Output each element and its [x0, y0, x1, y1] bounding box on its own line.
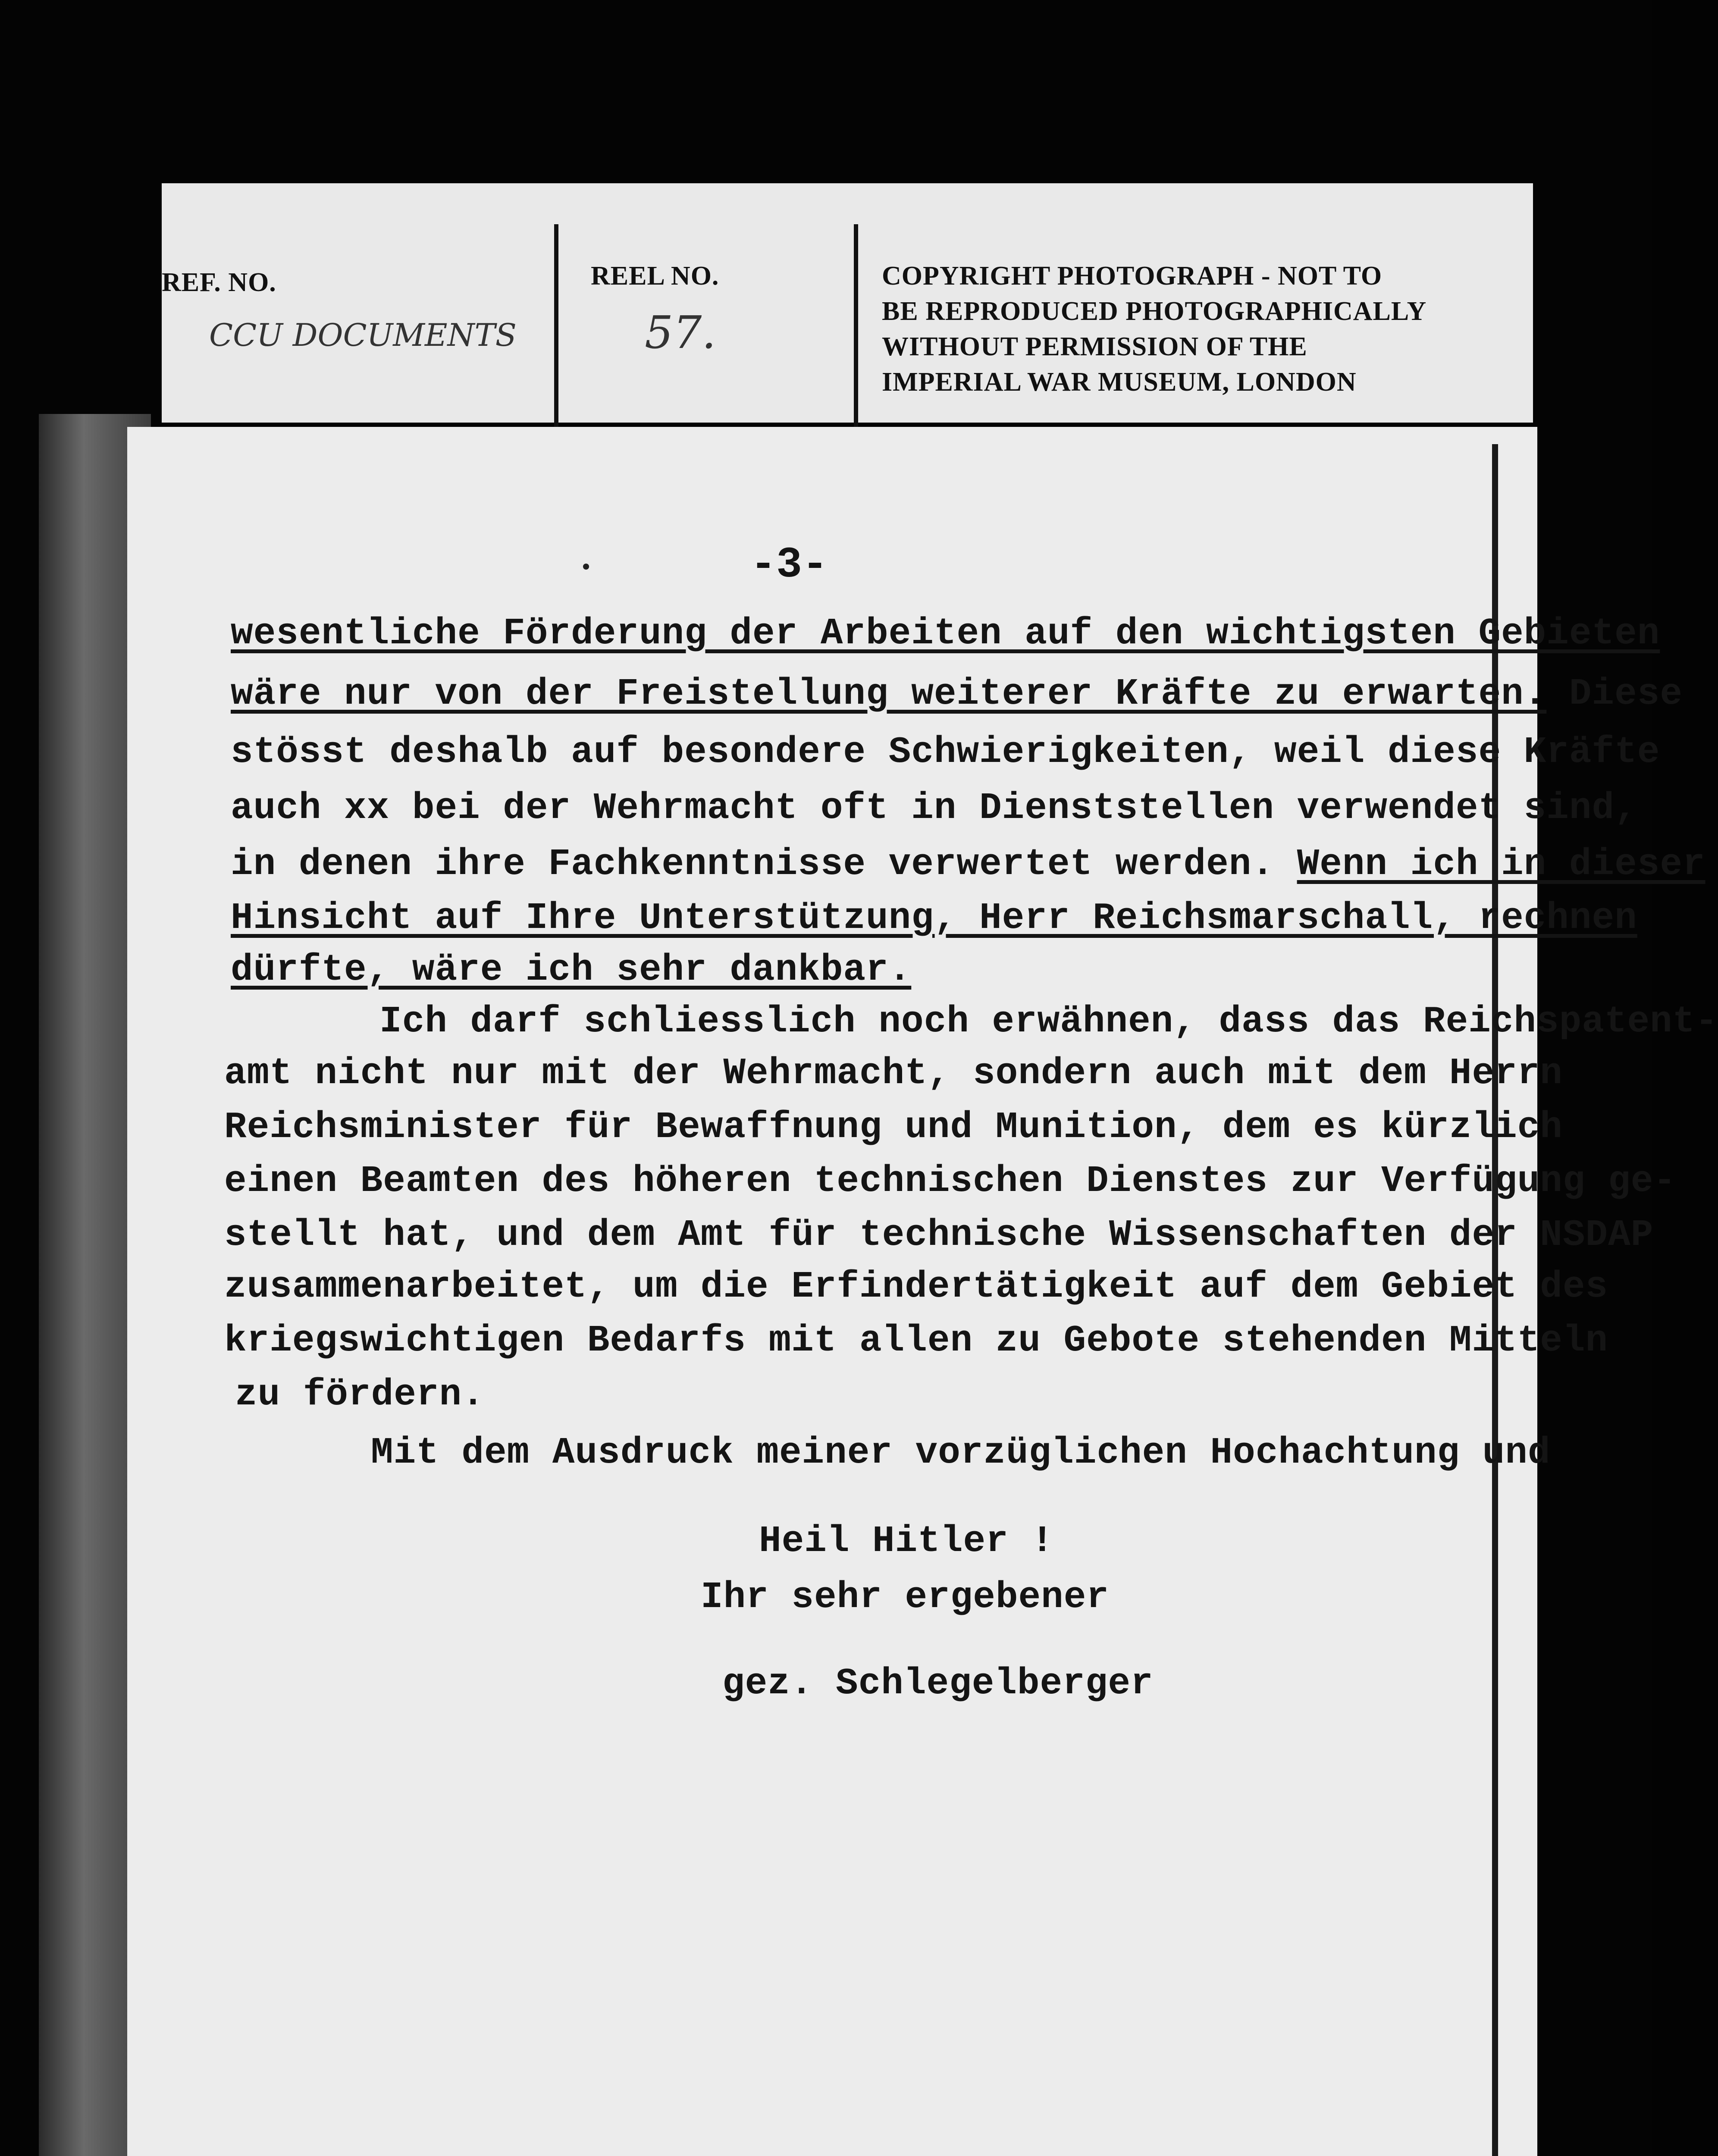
para2-line2: amt nicht nur mit der Wehrmacht, sondern auch mit dem Herrn: [224, 1052, 1563, 1094]
film-speck: [583, 564, 589, 570]
para1-line1: wesentliche Förderung der Arbeiten auf den wichtigsten Gebieten: [231, 612, 1660, 655]
header-slip: [162, 183, 1533, 423]
para1-line2-rest: Diese: [1546, 673, 1683, 715]
ref-no-value: CCU DOCUMENTS: [209, 317, 517, 353]
copyright-line-3: WITHOUT PERMISSION OF THE: [882, 332, 1307, 361]
ref-no-label: REF. NO.: [162, 268, 276, 297]
para1-line5-plain: in denen ihre Fachkenntnisse verwertet werden.: [231, 843, 1297, 885]
para1-line7: dürfte, wäre ich sehr dankbar.: [231, 949, 912, 991]
copyright-line-1: COPYRIGHT PHOTOGRAPH - NOT TO: [882, 261, 1383, 291]
copyright-line-4: IMPERIAL WAR MUSEUM, LONDON: [882, 367, 1357, 397]
para2-line3: Reichsminister für Bewaffnung und Munition, dem es kürzlich: [224, 1106, 1563, 1148]
para2-line8: zu fördern.: [235, 1373, 485, 1416]
para2-line7: kriegswichtigen Bedarfs mit allen zu Gebote stehenden Mitteln: [224, 1319, 1608, 1362]
page-number: -3-: [750, 541, 828, 590]
para2-line5: stellt hat, und dem Amt für technische Wissenschaften der NSDAP: [224, 1214, 1654, 1256]
para1-line2-underlined: wäre nur von der Freistellung weiterer Kräfte zu erwarten.: [231, 673, 1547, 715]
para2-line4: einen Beamten des höheren technischen Dienstes zur Verfügung ge-: [224, 1160, 1676, 1202]
para1-line2: [231, 673, 1683, 715]
para1-line6: Hinsicht auf Ihre Unterstützung, Herr Reichsmarschall, rechnen: [231, 897, 1637, 939]
para1-line4: auch xx bei der Wehrmacht oft in Dienststellen verwendet sind,: [231, 787, 1637, 829]
para1-line5: [231, 843, 1705, 885]
salute: Heil Hitler !: [759, 1520, 1054, 1562]
reel-no-label: REEL NO.: [591, 261, 719, 291]
copyright-line-2: BE REPRODUCED PHOTOGRAPHICALLY: [882, 297, 1427, 326]
para2-line1: Ich darf schliesslich noch erwähnen, dass das Reichspatent-: [379, 1000, 1718, 1043]
closing-line: Mit dem Ausdruck meiner vorzüglichen Hochachtung und: [371, 1432, 1551, 1474]
ergebener: Ihr sehr ergebener: [701, 1576, 1109, 1618]
reel-no-value: 57.: [645, 306, 716, 359]
para2-line6: zusammenarbeitet, um die Erfindertätigkeit auf dem Gebiet des: [224, 1266, 1608, 1308]
para1-line5-underlined: Wenn ich in dieser: [1297, 843, 1705, 885]
para1-line3: stösst deshalb auf besondere Schwierigkeiten, weil diese Kräfte: [231, 731, 1660, 773]
signature: gez. Schlegelberger: [722, 1662, 1154, 1705]
